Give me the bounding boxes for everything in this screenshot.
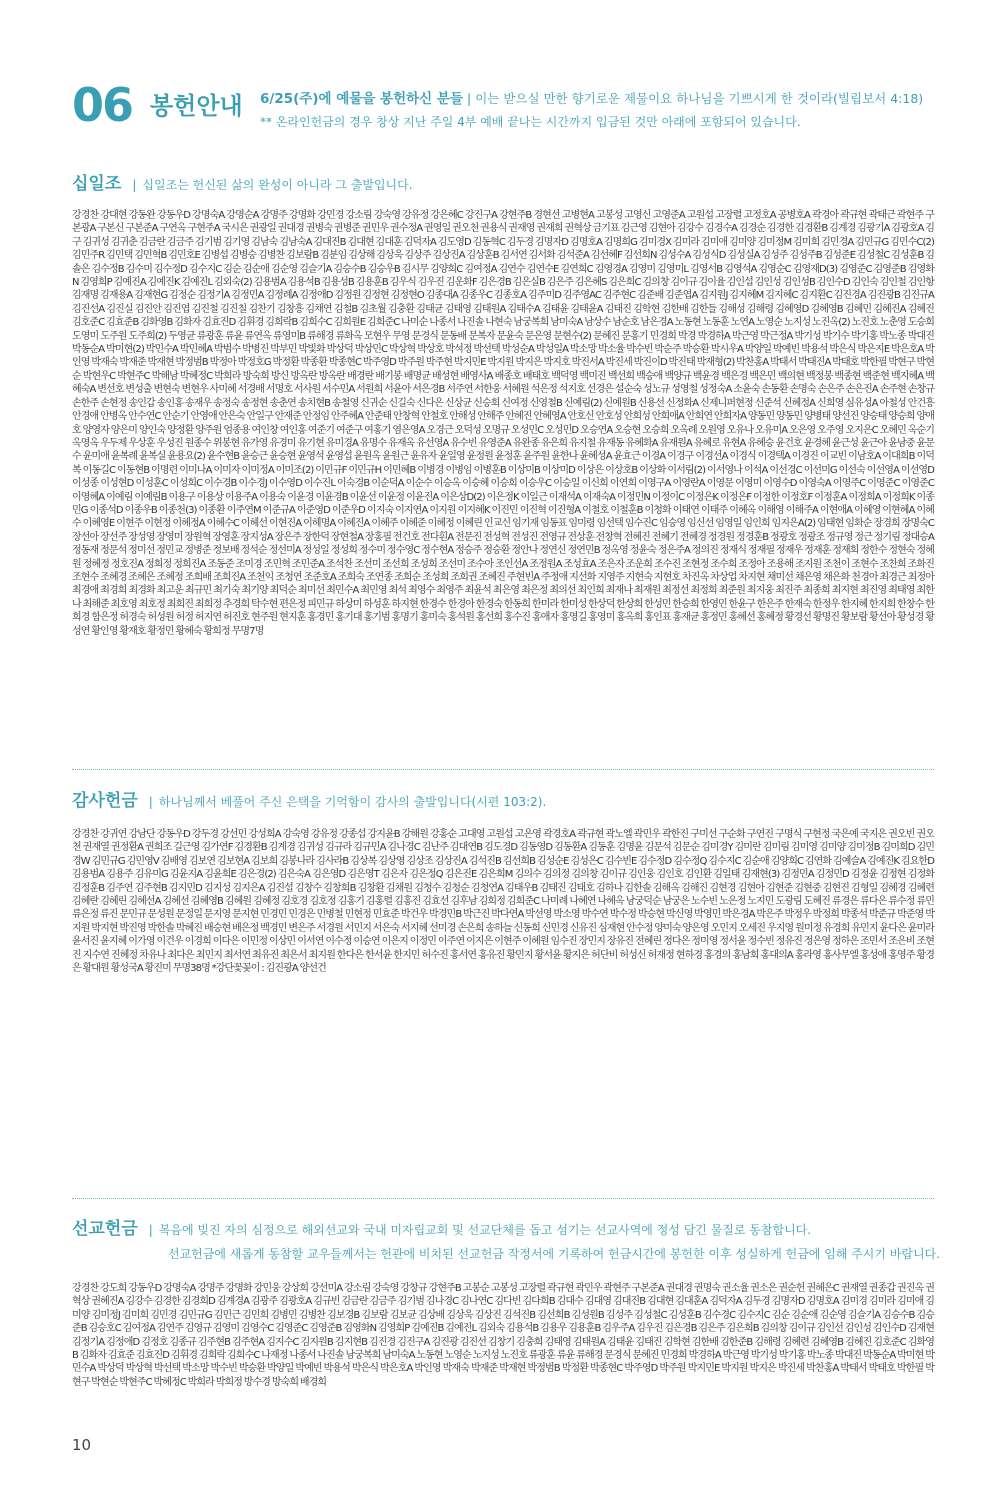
mission-desc-wrap: | 복음에 빚진 자의 심정으로 해외선교와 국내 미자립교회 및 선교단체를 돕고 섬기는 선교사역에 정성 담긴 물질로 동참합니다. (148, 1223, 812, 1237)
subtitle-verse: 이는 받으실 만한 향기로운 제물이요 하나님을 기쁘시게 한 것이라(빌립보서 4:18) (475, 91, 924, 106)
subtitle-bold: 6/25(주)에 예물을 봉헌하신 분들 (260, 91, 464, 107)
mission-title: 선교헌금 (72, 1219, 138, 1239)
divider (72, 1198, 934, 1199)
tithe-desc: 십일조는 헌신된 삶의 완성이 아니라 그 출발입니다. (142, 178, 413, 192)
mission-section (72, 1218, 940, 1389)
thanks-section (72, 790, 934, 975)
mission-names: 강경찬 강도희 강동우D 강명숙A 강명주 강명화 강민웅 강상희 강선미A 강소림 강숙영 강창규 강현주B 고봉순 고봉성 고장렬 곽규현 곽민우 곽현주 구본준A 권대경 권명숙 권소율 권소은 권순헌 권혜은C 권재열 권종갑 권진옥 권혁상 권혜진A 김강수 김경한 김경희D 김계경A 김광주 김광호A 김규빈 김금란 김금주 김기범 김나경C 김나연C 김다빈 김다희B 김대수 김대영 김대진B 김대현 김대훈A 김덕자A 김두경 김명자D 김명호A 김미경 김미라 김미애 김미양 김미정J 김미희 김민경 김민규G 김민근 김민희 김병민 김병찬 김보경B 김보람 김보균 김상배 김상욱 김상진 김석진B 김선희B 김성원B 김성주 김성철C 김성훈B 김수경C 김수지C 김순 김순애 김순영 김슬기A 김승수B 김승준B 김승호C 김여정A 김연주 김영규 김영미 김영수C 김영준C 김영준B 김영화N 김영희P 김예진B 김예진L 김외숙 김용석B 김용우 김용훈B 김우주A 김우진 김은경B 김은주 김은희B 김의창 김이규 김인선 김인성 김인수D 김재현 김정기A 김정애D 김정호 김종규 김주현B 김주현A 김지수C 김지원B 김지현B 김진경 김진구A 김진광 김진선 김창기 김충희 김태영 김태원A 김태윤 김태진 김학현 김한배 김한준B 김해령 김혜련 김혜영B 김혜진 김호준C 김화영B 김화자 김효준 김효진D 김휘경 김희락 김희수C 나재정 나종서 나진솔 남궁복희 남미숙A 노동현 노영순 노지성 노진호 류광훈 류윤 류해경 문경식 문혜진 민경희 박경하A 박근영 박기성 박기홍 박노종 박대진 박동순A 박미현 박민수A 박상덕 박상혁 박선택 박소망 박수빈 박승환 박양일 박예빈 박용석 박은식 박은호A 박인영 박재숙 박재준 박재현 박정범B 박정환 박종현C 박주영D 박주원 박지민E 박지원 박지은 박진세 박찬홍A 박태서 박태호 박한필 박현구 박현순 박현주C 박혜정C 박희라 박희정 방수경 방숙희 배경희 (72, 1283, 934, 1388)
thanks-desc: 하나님께서 베풀어 주신 은택을 기억함이 감사의 출발입니다(시편 103:2). (158, 795, 547, 809)
thanks-desc-wrap: | 하나님께서 베풀어 주신 은택을 기억함이 감사의 출발입니다(시편 103:2). (148, 795, 547, 809)
section-title: 봉헌안내 (150, 92, 243, 120)
tithe-section (72, 173, 934, 638)
thanks-names: 강경찬 강귀연 강남단 강동우D 강두경 강선민 강성희A 강숙영 강유정 강종섭 강지윤B 강해원 강홍순 고대영 고원섭 고은영 곽경호A 곽규현 곽노엘 곽민우 곽한진 구미선 구순화 구연진 구명식 구현정 국은예 국지은 권오빈 권오천 권재열 권정환A 권희조 길근영 김가연F 김경환B 김계경 김귀성 김규라 김규민A 김나경C 김난주 김대연B 김도경D 김동영D 김동환A 김동훈 김명윤 김문석 김문순 김미경Y 김미란 김미림 김미영 김미양 김미정B 김미희D 김민경W 김민규G 김민영V 김배영 김보연 김보현A 김보희 김봉나라 김사라B 김상복 김상영 김상조 김상진A 김석진B 김선희B 김성순E 김성은C 김수빈E 김수정D 김수정Q 김수지C 김순애 김양희C 김연화 김예슬A 김예진K 김요한D 김용범A 김용주 김유미G 김윤지A 김윤희E 김은경(2) 김은숙A 김은영D 김은영T 김은자 김은정Q 김은진E 김은희M 김의수 김의정 김의창 김이규 김인웅 김인호 김인환 김일태 김재현(3) 김정민A 김정민D 김정윤 김정현 김정화 김정훈B 김주연 김주현B 김지민D 김지성 김지은A 김진섭 김창수 김창희B 김창환 김채원 김청수 김청순 김청연A 김태우B 김태진 김태호 김하나 김한솔 김해옥 김해진 김현경 김현아 김현준 김현중 김현진 김형일 김혜경 김혜련 김혜란 김혜린 김혜선A 김혜선 김혜영B 김혜원 김혜정 김호경 김호정 김홍기 김홍렬 김홍진 김효선 김후남 김희정 김희준C 나미례 나혜연 나혜옥 남궁덕순 남궁은 노수빈 노은정 노지민 도광림 도혜진 류경은 류다은 류수정 류민 류은정 류진 문민규 문성원 문정일 문지영 문지현 민경민 민경은 민병철 민현정 민효준 박건우 박경민B 박근진 박다연A 박선영 박소영 박수연 박수정 박승현 박신영 박영민 박은경A 박은주 박정우 박정희 박종석 박준규 박준영 박지원 박지현 박진영 박한솔 박혜진 배승현 배은정 백경민 변은주 서경원 서민지 서은숙 서지혜 선미경 손은희 송하늘 신동희 신민경 신유진 심재현 안수정 양미숙 양은영 오민지 오세진 우지영 원미정 유경희 유민지 윤다은 윤미라 윤서진 윤지혜 이가영 이건우 이경희 이다은 이민정 이상민 이서연 이수정 이승연 이은지 이정민 이주연 이지은 이현주 이혜원 임수진 장민지 장유진 전혜린 정다은 정미영 정서윤 정수빈 정유진 정은영 정하은 조민서 조은비 조현진 지수연 진혜정 차유나 최다은 최민지 최서연 최유진 최은서 최지원 한다은 한서윤 한지민 허수진 홍서연 홍유진 황민지 황서윤 황지은 허단비 허성신 허재정 현하경 홍경의 홍남희 홍대의A 홍라영 홍사무엘 홍성애 홍영주 황경은 황대원 황성국A 황진미 무명38명 *강단꽃꽂이 : 김진광A 양선건 (72, 829, 934, 975)
tithe-names: 강경찬 강대현 강동완 강동우D 강명숙A 강명순A 강명주 강명화 강민경 강소림 강숙영 강유정 강은혜C 강진구A 강현주B 경현선 고병현A 고봉성 고영신 고영준A 고원섭 고장렬 고정호A 공병호A 곽경아 곽규현 곽태근 곽현주 구본광A 구본신 구본준A 구연옥 구현주A 국시은 권광일 권대경 권병숙 권병준 권민우 권수정A 권영일 권오천 권용식 권재영 권재희 권혁상 금기표 김근영 김현아 김강수 김경수A 김경순 김경한 김경환B 김계경 김광기A 김광호A 김구 김귀성 김귀춘 김금란 김금주 김기범 김기영 김남숙 김남숙A 김대진B 김대현 김대훈 김덕자A 김도영D 김동혁C 김두경 김명자D 김명호A 김명희G 김미경X 김미라 김미애 김미양 김미정M 김미희 김민경A 김민규G 김민수C(2) 김민주R 김민택 김민혁B 김민호E 김병섭 김병승 김병찬 김보람B 김분임 김상해 김상욱 김상주 김상진A 김상훈B 김서연 김서화 김석준A 김선혜F 김선희N 김성수A 김성식D 김성실A 김성주 김성주B 김성준E 김성철C 김성훈B 김솔은 김수정B 김수미 김수정D 김수지C 김순 김순애 김순영 김슬기A 김승수B 김승우B 김시무 김양희C 김여정A 김연수 김연수E 김연희C 김영경A 김영미 김영미L 김영서B 김영석A 김영순C 김영재D(3) 김영준C 김영준B 김영화N 김영희P 김예진A 김예진K 김예진L 김외숙(2) 김용범A 김용석B 김용성B 김용훈B 김우식 김우진 김운화F 김은경B 김은실B 김은주 김은혜S 김은희C 김의창 김이규 김이율 김인섭 김인성 김인성B 김인수D 김인숙 김인철 김인항 김재명 김재용A 김재현G 김정순 김정기A 김정민A 김정례A 김정애D 김정원 김정현 김정현O 김종대A 김종우C 김종호A 김주미D 김주영AC 김주현C 김준배 김준엽A 김지원J 김지혜M 김지혜C 김지환C 김진경A 김진광B 김진규A 김진선A 김진실 김진안 김진엽 김진철 김진칠 김찬기 김창흥 김채연 김철B 김초월 김충환 김태균 김태영 김태원A 김태수A 김태윤 김태윤A 김태진 김학현 김한배 김한들 김해성 김해령 김혜영D 김혜영B 김혜민 김혜진A 김혜진 김호준C 김효준B 김화영B 김화자 김효진D 김휘경 김희락B 김희수C 김희원E 김희준C 나미순 나종서 나진솔 나현숙 남궁복희 남미숙A 남상수 남순호 남은경A 노동현 노동훈 노연A 노영순 노지성 노진옥(2) 노진호 노춘영 도승희 도영미 도주원 도주희(2) 두영균 류광훈 류윤 류연옥 류영미B 류해경 류화옥 모현우 무영 문경식 문동배 문복자 문윤숙 문은영 문현수(2) 문혜진 문홍기 민경희 박경 박경하A 박근영 박근정A 박기성 박기수 박기홍 박노종 박대진 박동순A 박미현(2) 박민수A 박민혜A 박범수 박병진 박부민 박빛화 박상덕 박상민C 박상혁 박상호 박석정 박선택 박성순A 박성일A 박소망 박소율 박수빈 박순주 박승환 박시우A 박양일 박예빈 박용석 박은식 박은지E 박은호A 박인영 박재숙 박재준 박재현 박정범B 박정아 박정호G 박정환 박종환 박종현C 박주영D 박주원 박주현 박지민E 박지원 박지은 박지호 박진서A 박진세 박진이D 박진태 박재형(2) 박찬홍A 박태서 박태진A 박태호 박한필 박현구 박현순 박현우C 박현주C 박해남 박혜정C 박희라 방숙희 방신 방옥란 방옥란 배경란 배기봉 배명균 배성현 배영사A 배종호 배태호 백덕영 백미진 백선희 백승애 백양규 백윤경 백은경 백은민 백의현 백정봉 백종현 백준현 백지혜A 백혜숙A 변선호 변성출 변현숙 변현우 사미혜 서경배 서명호 서사원 서수민A 서원희 서윤아 서은경B 서주연 서한웅 서혜원 석은정 석지호 선경은 설순숙 성노규 성영철 성정숙A 소윤숙 손동환 손명숙 손은주 손은진A 손주현 손창규 손한주 손현정 송인갑 송인홍 송재우 송정숙 송정현 송춘연 송치현B 송철영 신귀순 신길숙 신다은 신상균 신승희 신여정 신영철B 신예림(2) 신예원B 신용선 신정화A 신제니퍼현정 신준석 신혜정A 신희영 심유성A 아철성 안건흥 안경애 안병옥 안수연C 안순기 안영애 안은숙 안일구 안재준 안정임 안주혜A 안준태 안창혁 안철호 안해성 안해주 안혜진 안혜영A 안호신 안호성 안희성 안희애A 안희연 안희자A 양동민 양동민 양병태 양선진 양승태 양승희 양애호 양영자 양은미 양인숙 양정환 양주원 엄종용 여인창 여인홍 여준기 여준구 여홍기 염은영A 오경근 오덕성 오명규 오성민C 오성민D 오승연A 오승현 오승희 오옥례 오원영 오유나 오유미A 오은영 오주영 오지은C 오혜민 옥순기 옥영옥 우두제 우상훈 우성진 원종수 위봉현 유가영 유경미 유기현 유미경A 유명수 유재옥 유선영A 유수빈 유영준A 유완종 유은희 유지철 유재동 유혜화A 유재원A 유혜로 유현A 유혜승 윤건호 윤경혜 윤근성 윤근아 윤남중 윤문수 윤미애 윤복례 윤복실 윤용요(2) 윤수현B 윤승근 윤승현 윤영석 윤영섭 윤원옥 윤원근 윤유자 윤일영 윤정원 윤정훈 윤주원 윤한나 윤혜성A 윤효근 이경A 이경구 이경선A 이경식 이경택A 이경진 이교빈 이남호A 이대희B 이덕복 이동길C 이동현B 이명련 이미나A 이미자 이미정A 이미조(2) 이민규F 이민규H 이민혜B 이병경 이병임 이병훈B 이상미B 이상미D 이상은 이상호B 이상화 이서림(2) 이서영나 이석A 이선경C 이선미G 이선숙 이선영A 이선영D 이성종 이성현D 이성훈C 이성희C 이수경B 이수경J 이수영D 이수진L 이숙경B 이순덕A 이순수 이승옥 이승혜 이승희 이승우C 이승일 이신희 이연희 이영구A 이영란A 이영문 이영미 이영수D 이영숙A 이영주C 이영준C 이영준C 이영혜A 이예림 이예림B 이용구 이용상 이용주A 이용숙 이윤경 이윤경B 이윤선 이윤정 이윤진A 이은상D(2) 이은정K 이일근 이재석A 이재숙A 이정민N 이정이C 이정은K 이정은F 이정한 이정호F 이정훈A 이정희A 이정희K 이종민G 이종석D 이종우B 이종천(3) 이종환 이주연M 이준규A 이준영D 이준우D 이지숙 이지연A 이지원 이지혜K 이진민 이진혁 이진형A 이철호 이철훈B 이청화 이태연 이태주 이혜옥 이해영 이해주A 이현애A 이혜영 이현혜A 이혜수 이혜영E 이현주 이현정 이혜정A 이혜수C 이헤선 이현진A 이헤명A 이혜진A 이혜주 이혜준 이혜정 이혜린 인교신 임기재 임동표 임미령 임선택 임수진C 임승영 임신선 임영일 임인희 임지은A(2) 임태현 임화순 장경희 장명숙C 장선아 장선주 장성영 장영미 장원혁 장영훈 장지성A 장은주 장한덕 장현철A 장홍필 전건호 전다흰A 전문진 전성혁 전성진 전영규 전상훈 전창혁 전혜진 전혜기 전혜경 정경원 정경훈B 정광호 정광조 정규영 정근 정기림 정대승A 정동재 정문석 정미선 정민교 정병준 정보배 정석순 정선미A 정성일 정성희 정수미 정수영C 정수현A 정승주 정승환 정안나 정연신 정연민B 정옥영 정윤숙 정은주A 정의진 정재식 정재필 정재우 정재훈 정재희 정한수 정현숙 정혜원 정혜정 정호진A 정희정 정희진A 조동준 조미경 조민혁 조민준A 조석찬 조선미 조선희 조성희 조선미 조수아 조인선A 조정원A 조성효A 조은자 조운희 조수진 조현정 조수희 조정아 조용해 조지원 조천이 조현수 조찬희 조화진 조현수 조혜경 조혜은 조혜정 조희배 조희진A 조천익 조청연 조준호A 조희숙 조연종 조희순 조성희 조희권 조혜진 주현빈A 주정애 지선화 지영주 지현숙 지현호 차진옥 차상업 차지현 채미선 채은영 채은화 천경아 최경근 최정아 최경애 최경희 최경화 최고운 최규민 최기숙 최기양 최덕순 최미선 최민수A 최민영 최석 최영수 최영주 최윤석 최은영 최은정 최의선 최인희 최재나 최재원 최정선 최정희 최준원 최지웅 최진주 최종희 최지현 최진영 최태영 최한나 최해준 최호영 최호정 최희진 최희정 추경희 탁수현 편은정 피민규 하상미 하성훈 하지현 한경수 한경아 한경숙 한동희 한미라 한미성 한상덕 한상희 한성민 한승희 한영민 한윤구 한은주 한재숙 한정우 한지혜 한지희 한창수 한희경 함은정 허경숙 허성원 허정 허지연 허진호 현주원 현지훈 홍경민 홍기대 홍기범 홍명기 홍미숙 홍석원 홍선희 홍수진 홍애자 홍영길 홍영미 홍옥희 홍인표 홍재균 홍정민 홍혜선 홍혜정 황경선 황명진 황보람 황선아 황성경 황성연 황인영 황재호 황정민 황혜숙 황희정 무명7명 (72, 210, 934, 637)
mission-desc2: 선교헌금에 새롭게 동참할 교우들께서는 헌관에 비치된 선교헌금 작정서에 기록하여 헌금시간에 봉헌한 이후 성실하게 헌금에 임해 주시기 바랍니다. (168, 1247, 940, 1261)
separator: | (467, 91, 472, 106)
section-subtitle (260, 90, 923, 108)
section-number: 06 (72, 78, 133, 132)
tithe-desc-wrap: | 십일조는 헌신된 삶의 완성이 아니라 그 출발입니다. (132, 178, 413, 192)
tithe-title: 십일조 (72, 174, 122, 194)
page-number: 10 (72, 1436, 92, 1454)
mission-desc: 복음에 빚진 자의 심정으로 해외선교와 국내 미자립교회 및 선교단체를 돕고 섬기는 선교사역에 정성 담긴 물질로 동참합니다. (158, 1223, 812, 1237)
divider (72, 769, 934, 770)
thanks-title: 감사헌금 (72, 791, 138, 811)
online-note: ** 온라인헌금의 경우 창상 지난 주일 4부 예배 끝나는 시간까지 입금된 것만 아래에 포함되어 있습니다. (260, 115, 801, 129)
